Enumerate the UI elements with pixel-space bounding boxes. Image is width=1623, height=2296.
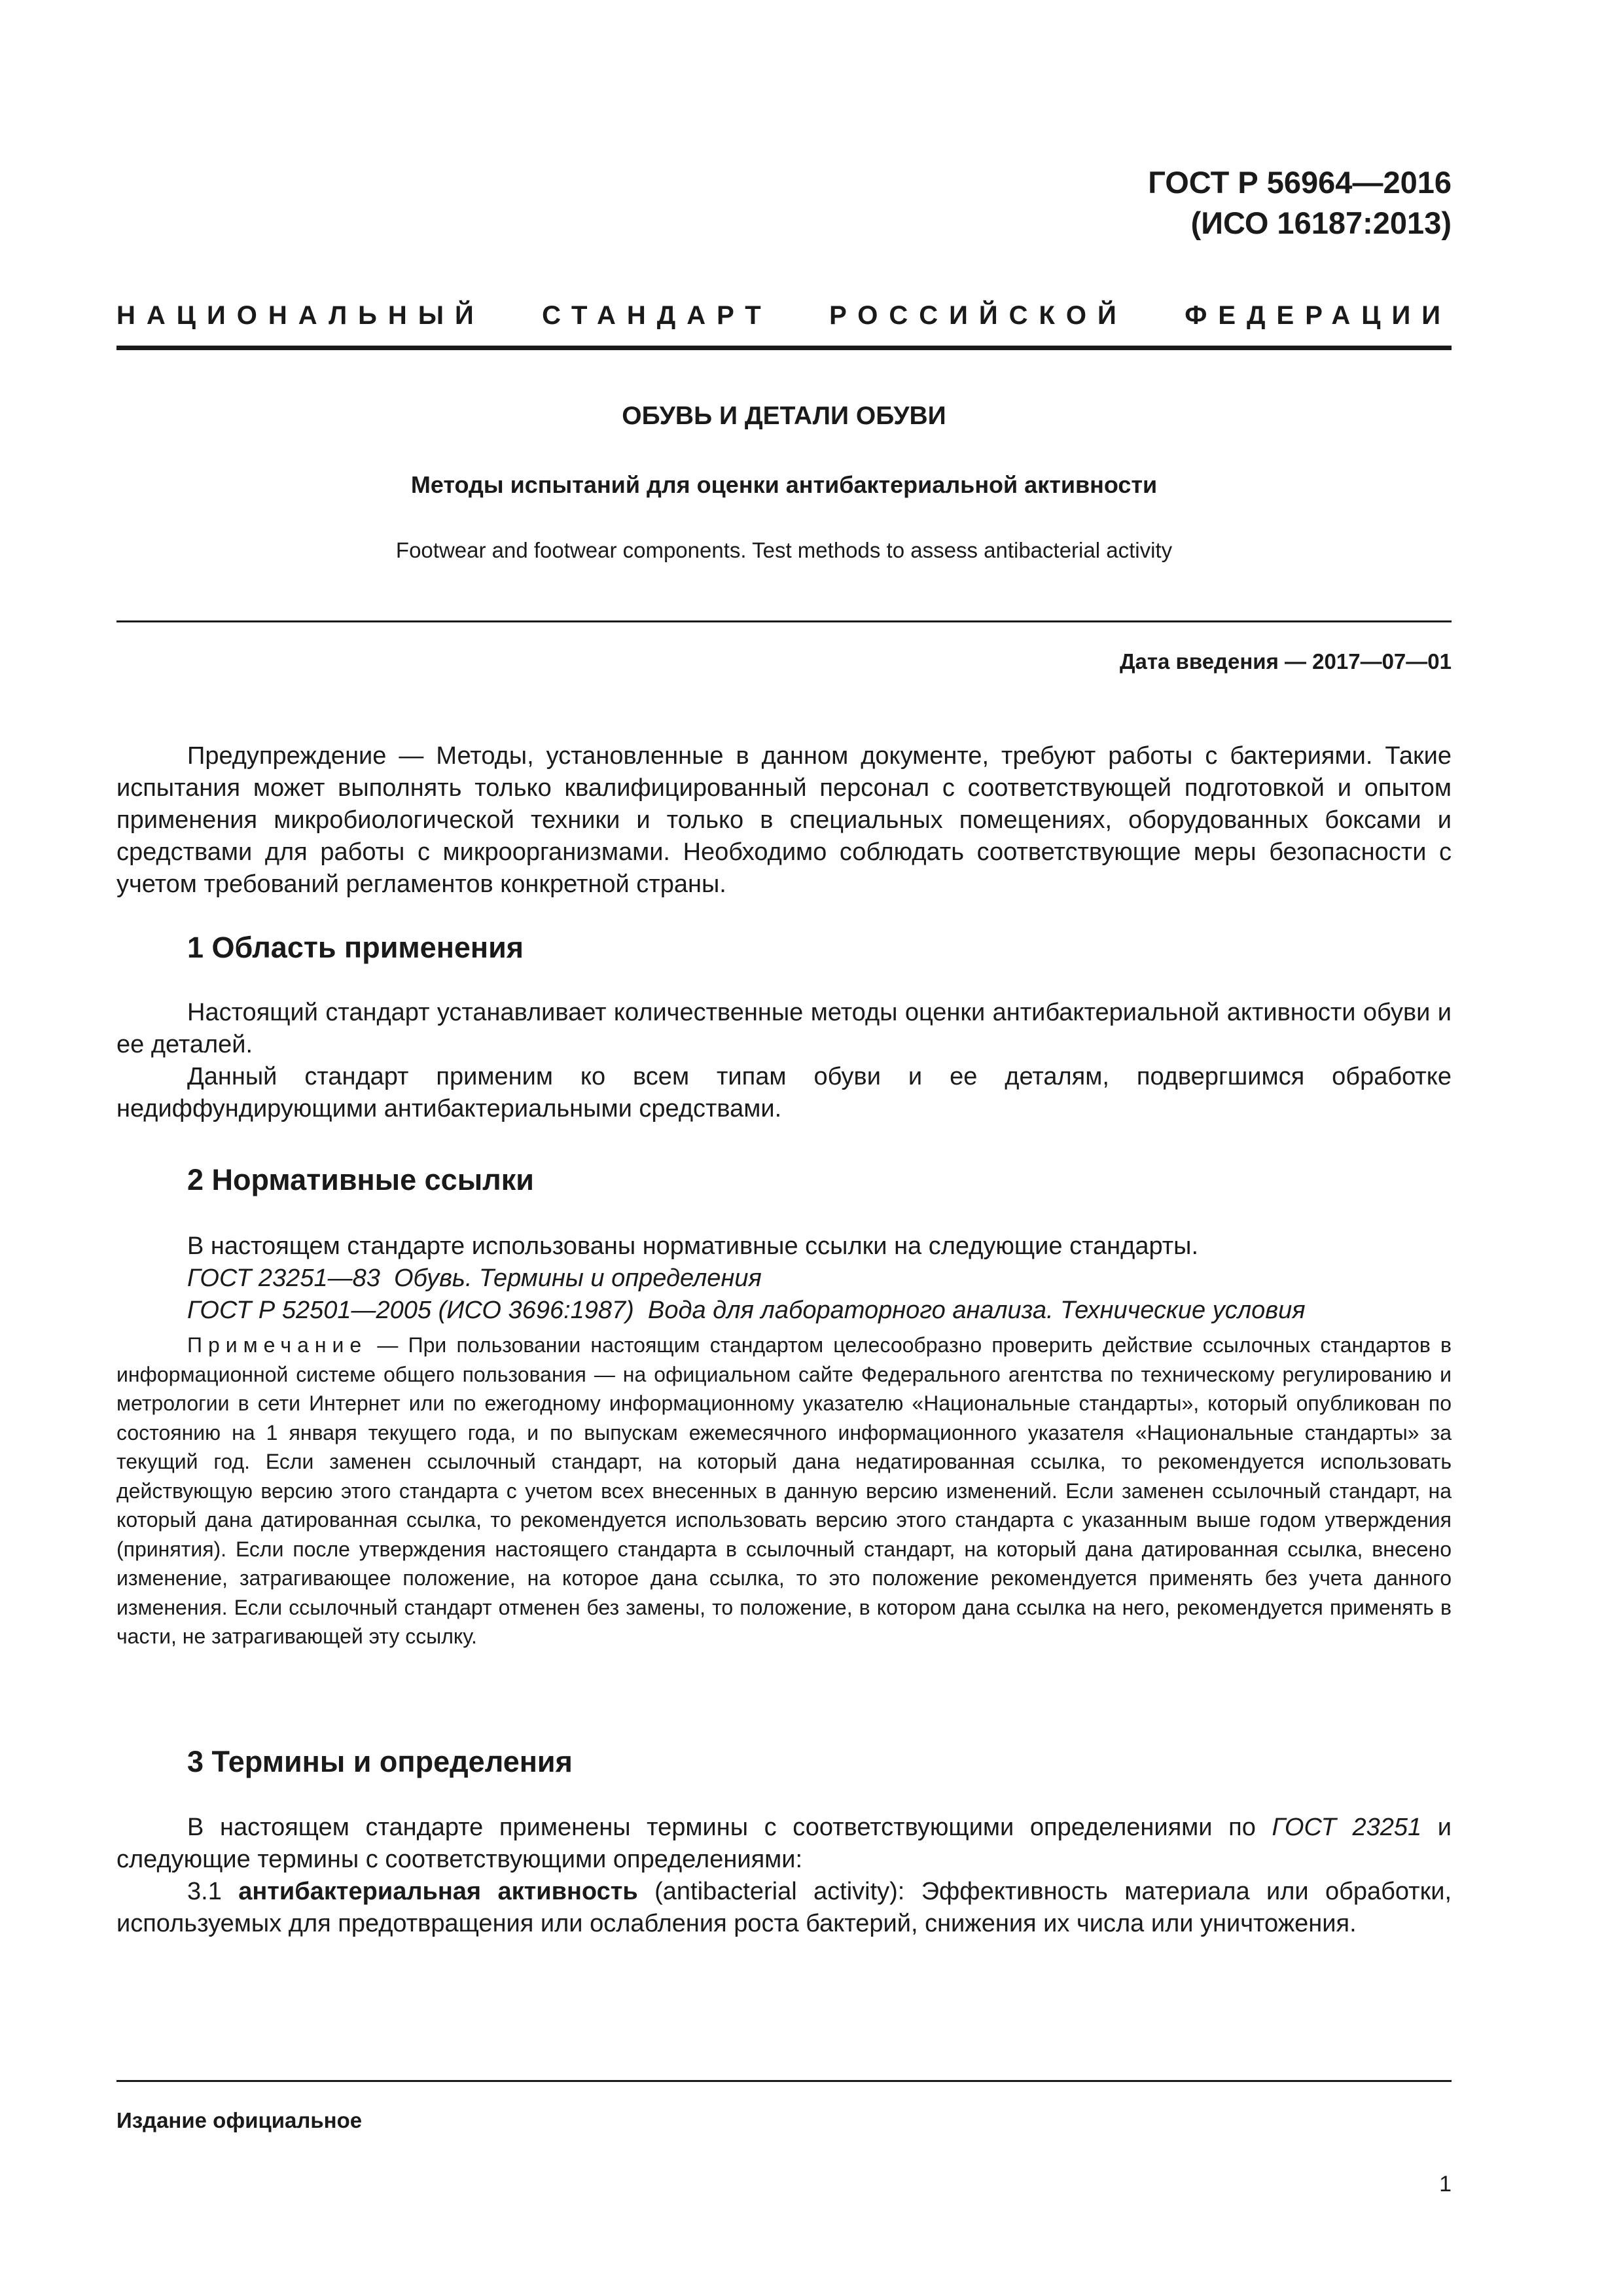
banner-word: ФЕДЕРАЦИИ [1185,301,1452,330]
document-subtitle: Методы испытаний для оценки антибактериальной активности [410,471,1158,498]
terms-intro-reference: ГОСТ 23251 [1272,1814,1422,1841]
scope-paragraph: Данный стандарт применим ко всем типам обуви и ее деталям, подвергшимся обработке недиффундирующими антибактериальными средствами. [116,1063,1452,1122]
warning-text: Предупреждение — Методы, установленные в данном документе, требуют работы с бактериями. Такие испытания может выполнять только квалифицированный персонал с соответствующей подготовкой и опытом применения микробиологической техники и только в специальных помещениях, оборудованных боксами и средствами для работы с микроорганизмами. Необходимо соблюдать соответствующие меры безопасности с учетом требований регламентов конкретной страны. [116,742,1452,898]
official-edition-label: Издание официальное [116,2108,363,2132]
banner-word: РОССИЙСКОЙ [829,301,1128,330]
document-code-gost: ГОСТ Р 56964—2016 [1148,165,1452,200]
banner-word: НАЦИОНАЛЬНЫЙ [116,301,485,330]
reference-code: ГОСТ Р 52501—2005 (ИСО 3696:1987) [187,1297,634,1324]
reference-code: ГОСТ 23251—83 [187,1265,380,1292]
section-references [116,1163,1452,1197]
section-scope-body [116,997,1452,1125]
section-heading: 1 Область применения [187,931,524,964]
document-title-english: Footwear and footwear components. Test methods to assess antibacterial activity [395,538,1173,562]
section-references-body [116,1230,1452,1651]
header-divider [116,346,1452,350]
section-heading: 2 Нормативные ссылки [187,1163,534,1196]
terms-intro-before: В настоящем стандарте применены термины с соответствующими определениями по [187,1814,1256,1841]
national-standard-banner [116,301,1452,331]
document-title: ОБУВЬ И ДЕТАЛИ ОБУВИ [622,402,946,430]
reference-title: Вода для лабораторного анализа. Технические условия [647,1297,1306,1324]
document-code [1148,162,1452,243]
section-scope [116,931,1452,965]
term-definition-text: Эффективность материала или обработки, используемых для предотвращения или ослабления роста бактерий, снижения их числа или уничтожения. [116,1878,1452,1937]
term-name: антибактериальная активность [238,1878,638,1905]
title-divider [116,620,1452,622]
reference-item [116,1263,1452,1295]
note-text: — При пользовании настоящим стандартом целесообразно проверить действие ссылочных стандартов в информационной системе общего пользования — на официальном сайте Федерального агентства по техническому регулированию и метрологии в сети Интернет или по ежегодному информационному указателю «Национальные стандарты», который опубликован по состоянию на 1 января текущего года, и по выпускам ежемесячного информационного указателя «Национальные стандарты» за текущий год. Если заменен ссылочный стандарт, на который дана недатированная ссылка, то рекомендуется использовать действующую версию этого стандарта с учетом всех внесенных в данную версию изменений. Если заменен ссылочный стандарт, на который дана датированная ссылка, то рекомендуется использовать версию этого стандарта с указанным выше годом утверждения (принятия). Если после утверждения настоящего стандарта в ссылочный стандарт, на который дана датированная ссылка, внесено изменение, затрагивающее положение, на которое дана ссылка, то это положение рекомендуется применять без учета данного изменения. Если ссылочный стандарт отменен без замены, то положение, в котором дана ссылка на него, рекомендуется применять в части, не затрагивающей эту ссылку. [116,1333,1452,1648]
section-terms-body [116,1812,1452,1940]
terms-intro [116,1812,1452,1876]
reference-title: Обувь. Термины и определения [393,1265,762,1292]
scope-paragraph: Настоящий стандарт устанавливает количественные методы оценки антибактериальной активности обуви и ее деталей. [116,999,1452,1058]
terms-intro-after: и следующие термины с соответствующими определениями: [116,1814,1452,1873]
document-code-iso: (ИСО 16187:2013) [1190,206,1452,240]
section-heading: 3 Термины и определения [187,1745,573,1778]
section-terms [116,1745,1452,1779]
note-label: Примечание [187,1333,368,1357]
banner-word: СТАНДАРТ [542,301,772,330]
term-definition [116,1876,1452,1940]
references-note [116,1331,1452,1651]
reference-item [116,1295,1452,1327]
term-number: 3.1 [187,1878,222,1905]
warning-block [116,740,1452,901]
references-intro: В настоящем стандарте использованы нормативные ссылки на следующие стандарты. [187,1232,1199,1260]
footer-divider [116,2080,1452,2082]
introduction-date: Дата введения — 2017—07—01 [1120,649,1452,673]
page-number: 1 [1439,2172,1452,2197]
term-english: (antibacterial activity): [654,1878,905,1905]
